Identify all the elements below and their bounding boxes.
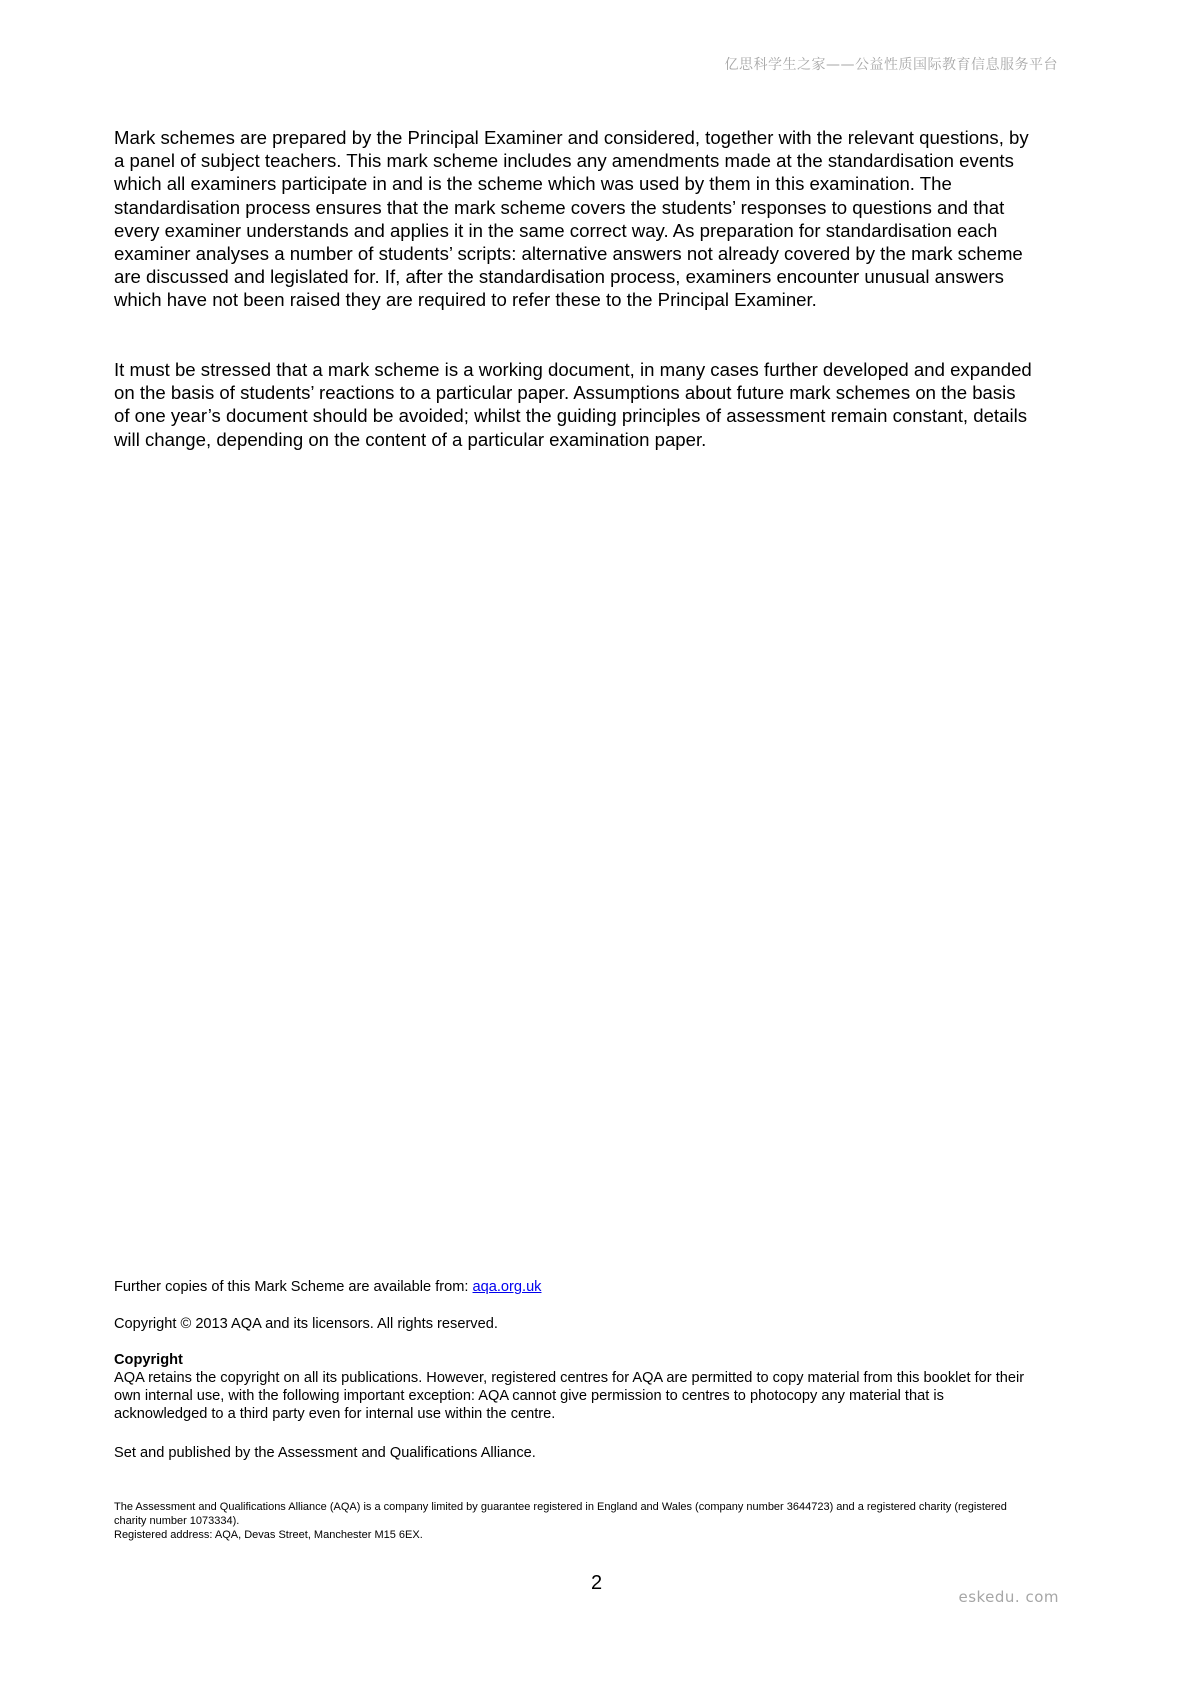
watermark-footer: eskedu. com bbox=[958, 1588, 1059, 1606]
mark-scheme-intro-paragraph: Mark schemes are prepared by the Principal Examiner and considered, together with the relevant questions, by a panel of subject teachers. This mark scheme includes any amendments made at the standardisation events which all examiners participate in and is the scheme which was used by them in this examination. The standardisation process ensures that the mark scheme covers the students’ responses to questions and that every examiner understands and applies it in the same correct way. As preparation for standardisation each examiner analyses a number of students’ scripts: alternative answers not already covered by the mark scheme are discussed and legislated for. If, after the standardisation process, examiners encounter unusual answers which have not been raised they are required to refer these to the Principal Examiner. bbox=[114, 127, 1029, 311]
copyright-notice: Copyright © 2013 AQA and its licensors. All rights reserved. bbox=[114, 1316, 498, 1332]
registration-info bbox=[114, 1500, 1034, 1542]
page-number: 2 bbox=[590, 1572, 603, 1594]
further-copies-line bbox=[114, 1278, 1034, 1296]
registered-address-line: Registered address: AQA, Devas Street, Manchester M15 6EX. bbox=[114, 1529, 423, 1541]
published-by-line: Set and published by the Assessment and Qualifications Alliance. bbox=[114, 1445, 536, 1461]
registration-company-line: The Assessment and Qualifications Alliance (AQA) is a company limited by guarantee registered in England and Wales (company number 3644723) and a registered charity (registered charity number 1073334). bbox=[114, 1501, 1007, 1527]
copyright-heading: Copyright bbox=[114, 1352, 183, 1368]
working-document-paragraph: It must be stressed that a mark scheme is a working document, in many cases further developed and expanded on the basis of students’ reactions to a particular paper. Assumptions about future mark schemes on the basis of one year’s document should be avoided; whilst the guiding principles of assessment remain constant, details will change, depending on the content of a particular examination paper. bbox=[114, 359, 1032, 450]
aqa-website-link[interactable]: aqa.org.uk bbox=[472, 1279, 542, 1295]
further-copies-text: Further copies of this Mark Scheme are available from: bbox=[114, 1279, 473, 1295]
copyright-body: AQA retains the copyright on all its publications. However, registered centres for AQA are permitted to copy material from this booklet for their own internal use, with the following important exception: AQA cannot give permission to centres to photocopy any material that is acknowledged to a third party even for internal use within the centre. bbox=[114, 1370, 1025, 1422]
watermark-header: 亿思科学生之家——公益性质国际教育信息服务平台 bbox=[724, 57, 1058, 73]
copyright-section bbox=[114, 1351, 1034, 1423]
